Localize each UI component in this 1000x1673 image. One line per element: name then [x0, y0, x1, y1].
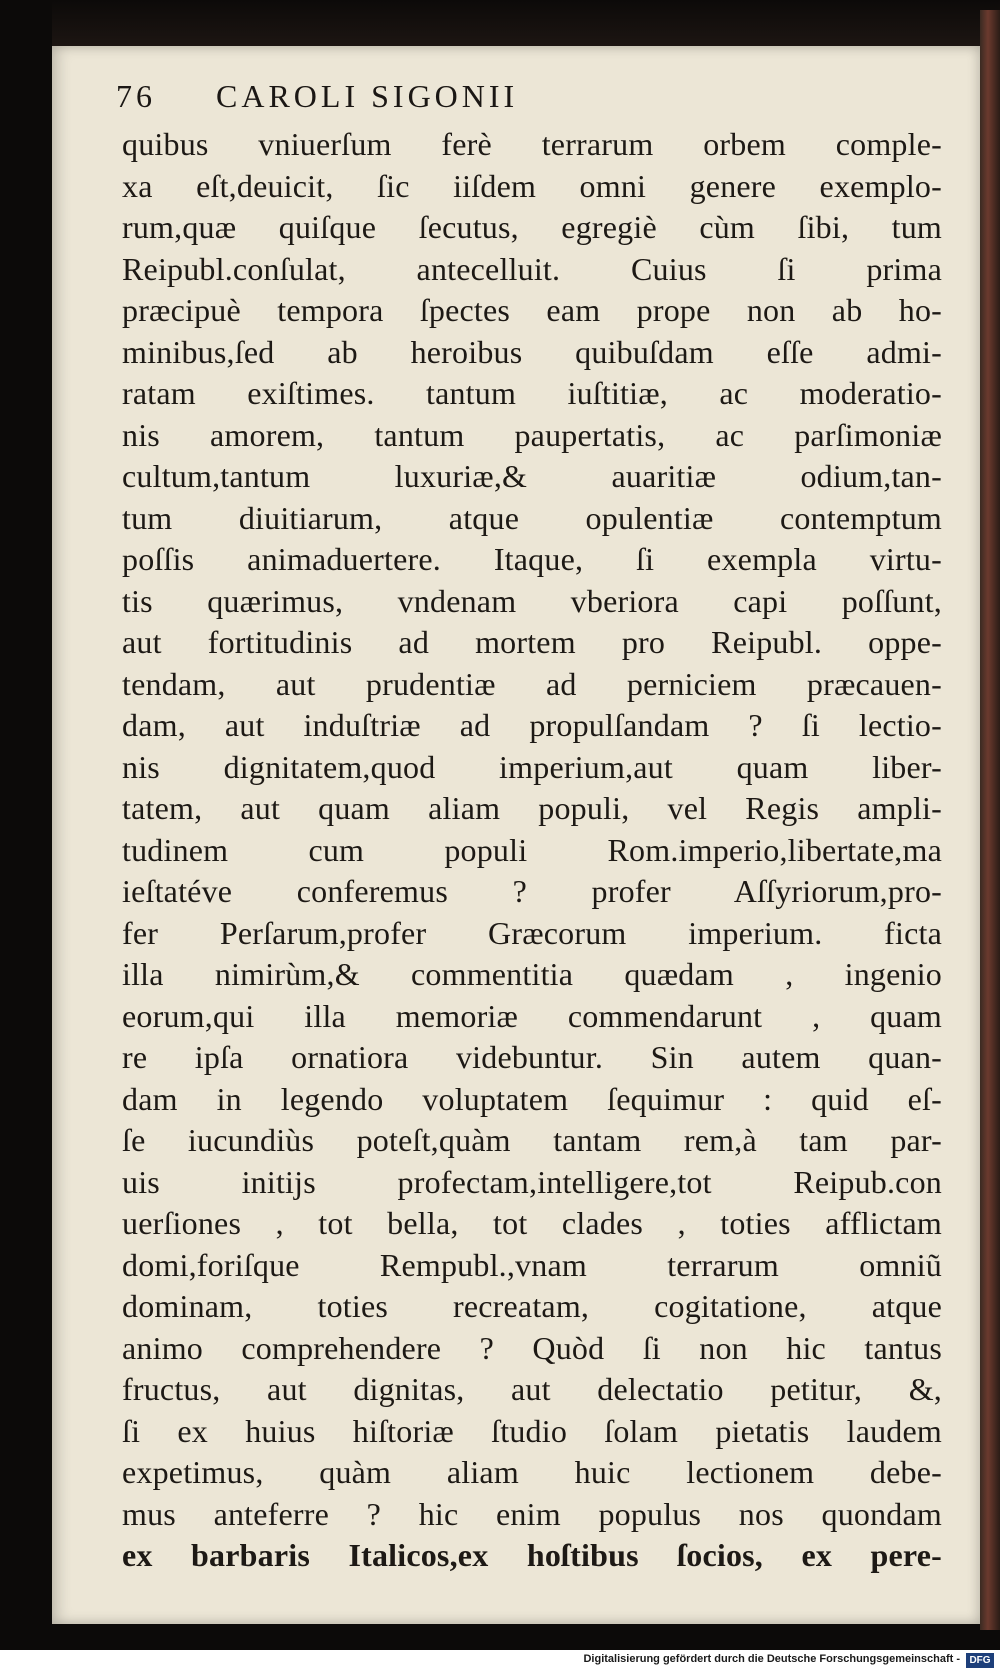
- text-line: cultum,tantum luxuriæ,& auaritiæ odium,tan-: [122, 458, 942, 494]
- text-line: quibus vniuerſum ferè terrarum orbem comple-: [122, 126, 942, 162]
- text-line: Reipubl.conſulat, antecelluit. Cuius ſi prima: [122, 250, 942, 287]
- funding-credit: Digitalisierung gefördert durch die Deutsche Forschungsgemeinschaft -: [583, 1653, 960, 1665]
- text-line: fer Perſarum,profer Græcorum imperium. ficta: [122, 914, 942, 951]
- text-line: ex barbaris Italicos,ex hoſtibus ſocios, ex pere-: [122, 1537, 942, 1573]
- text-line: tis quærimus, vndenam vberiora capi poſſunt,: [122, 582, 942, 619]
- text-line: aut fortitudinis ad mortem pro Reipubl. oppe-: [122, 624, 942, 660]
- text-line: præcipuè tempora ſpectes eam prope non ab ho-: [122, 292, 942, 328]
- text-line: fructus, aut dignitas, aut delectatio petitur, &,: [122, 1371, 942, 1407]
- text-line: re ipſa ornatiora videbuntur. Sin autem quan-: [122, 1039, 942, 1075]
- text-line: dam, aut induſtriæ ad propulſandam ? ſi lectio-: [122, 707, 942, 743]
- body-text: [122, 124, 942, 1577]
- page-number: 76: [116, 78, 156, 114]
- book-fore-edge: [980, 10, 1000, 1630]
- text-line: nis amorem, tantum paupertatis, ac parſimoniæ: [122, 416, 942, 453]
- text-line: ieſtatéve conferemus ? profer Aſſyriorum,pro-: [122, 873, 942, 909]
- text-line: illa nimirùm,& commentitia quædam , ingenio: [122, 956, 942, 992]
- text-line: minibus,ſed ab heroibus quibuſdam eſſe admi-: [122, 333, 942, 370]
- footer-bar: [0, 1650, 1000, 1673]
- text-line: mus anteferre ? hic enim populus nos quondam: [122, 1495, 942, 1532]
- text-line: tum diuitiarum, atque opulentiæ contemptum: [122, 499, 942, 536]
- text-line: dominam, toties recreatam, cogitatione, atque: [122, 1288, 942, 1324]
- running-title: CAROLI SIGONII: [216, 78, 519, 114]
- dfg-logo: DFG: [966, 1653, 994, 1668]
- running-head: [116, 78, 876, 122]
- text-line: tendam, aut prudentiæ ad perniciem præcauen-: [122, 665, 942, 702]
- text-line: xa eſt,deuicit, ſic iiſdem omni genere exemplo-: [122, 167, 942, 204]
- text-line: ratam exiſtimes. tantum iuſtitiæ, ac moderatio-: [122, 375, 942, 411]
- text-line: tudinem cum populi Rom.imperio,libertate,ma: [122, 831, 942, 868]
- text-line: tatem, aut quam aliam populi, vel Regis ampli-: [122, 790, 942, 826]
- book-top-edge: [52, 0, 1000, 46]
- text-line: ſe iucundiùs poteſt,quàm tantam rem,à tam par-: [122, 1122, 942, 1158]
- text-line: poſſis animaduertere. Itaque, ſi exempla virtu-: [122, 541, 942, 577]
- text-line: uis initijs profectam,intelligere,tot Reipub.con: [122, 1163, 942, 1200]
- text-line: rum,quæ quiſque ſecutus, egregiè cùm ſibi, tum: [122, 209, 942, 245]
- text-line: uerſiones , tot bella, tot clades , toties afflictam: [122, 1205, 942, 1241]
- text-line: eorum,qui illa memoriæ commendarunt , quam: [122, 997, 942, 1034]
- text-line: expetimus, quàm aliam huic lectionem debe-: [122, 1454, 942, 1490]
- text-line: ſi ex huius hiſtoriæ ſtudio ſolam pietatis laudem: [122, 1412, 942, 1449]
- text-line: domi,foriſque Rempubl.,vnam terrarum omniũ: [122, 1246, 942, 1283]
- text-line: nis dignitatem,quod imperium,aut quam liber-: [122, 748, 942, 785]
- text-line: animo comprehendere ? Quòd ſi non hic tantus: [122, 1329, 942, 1366]
- text-line: dam in legendo voluptatem ſequimur : quid eſ-: [122, 1080, 942, 1117]
